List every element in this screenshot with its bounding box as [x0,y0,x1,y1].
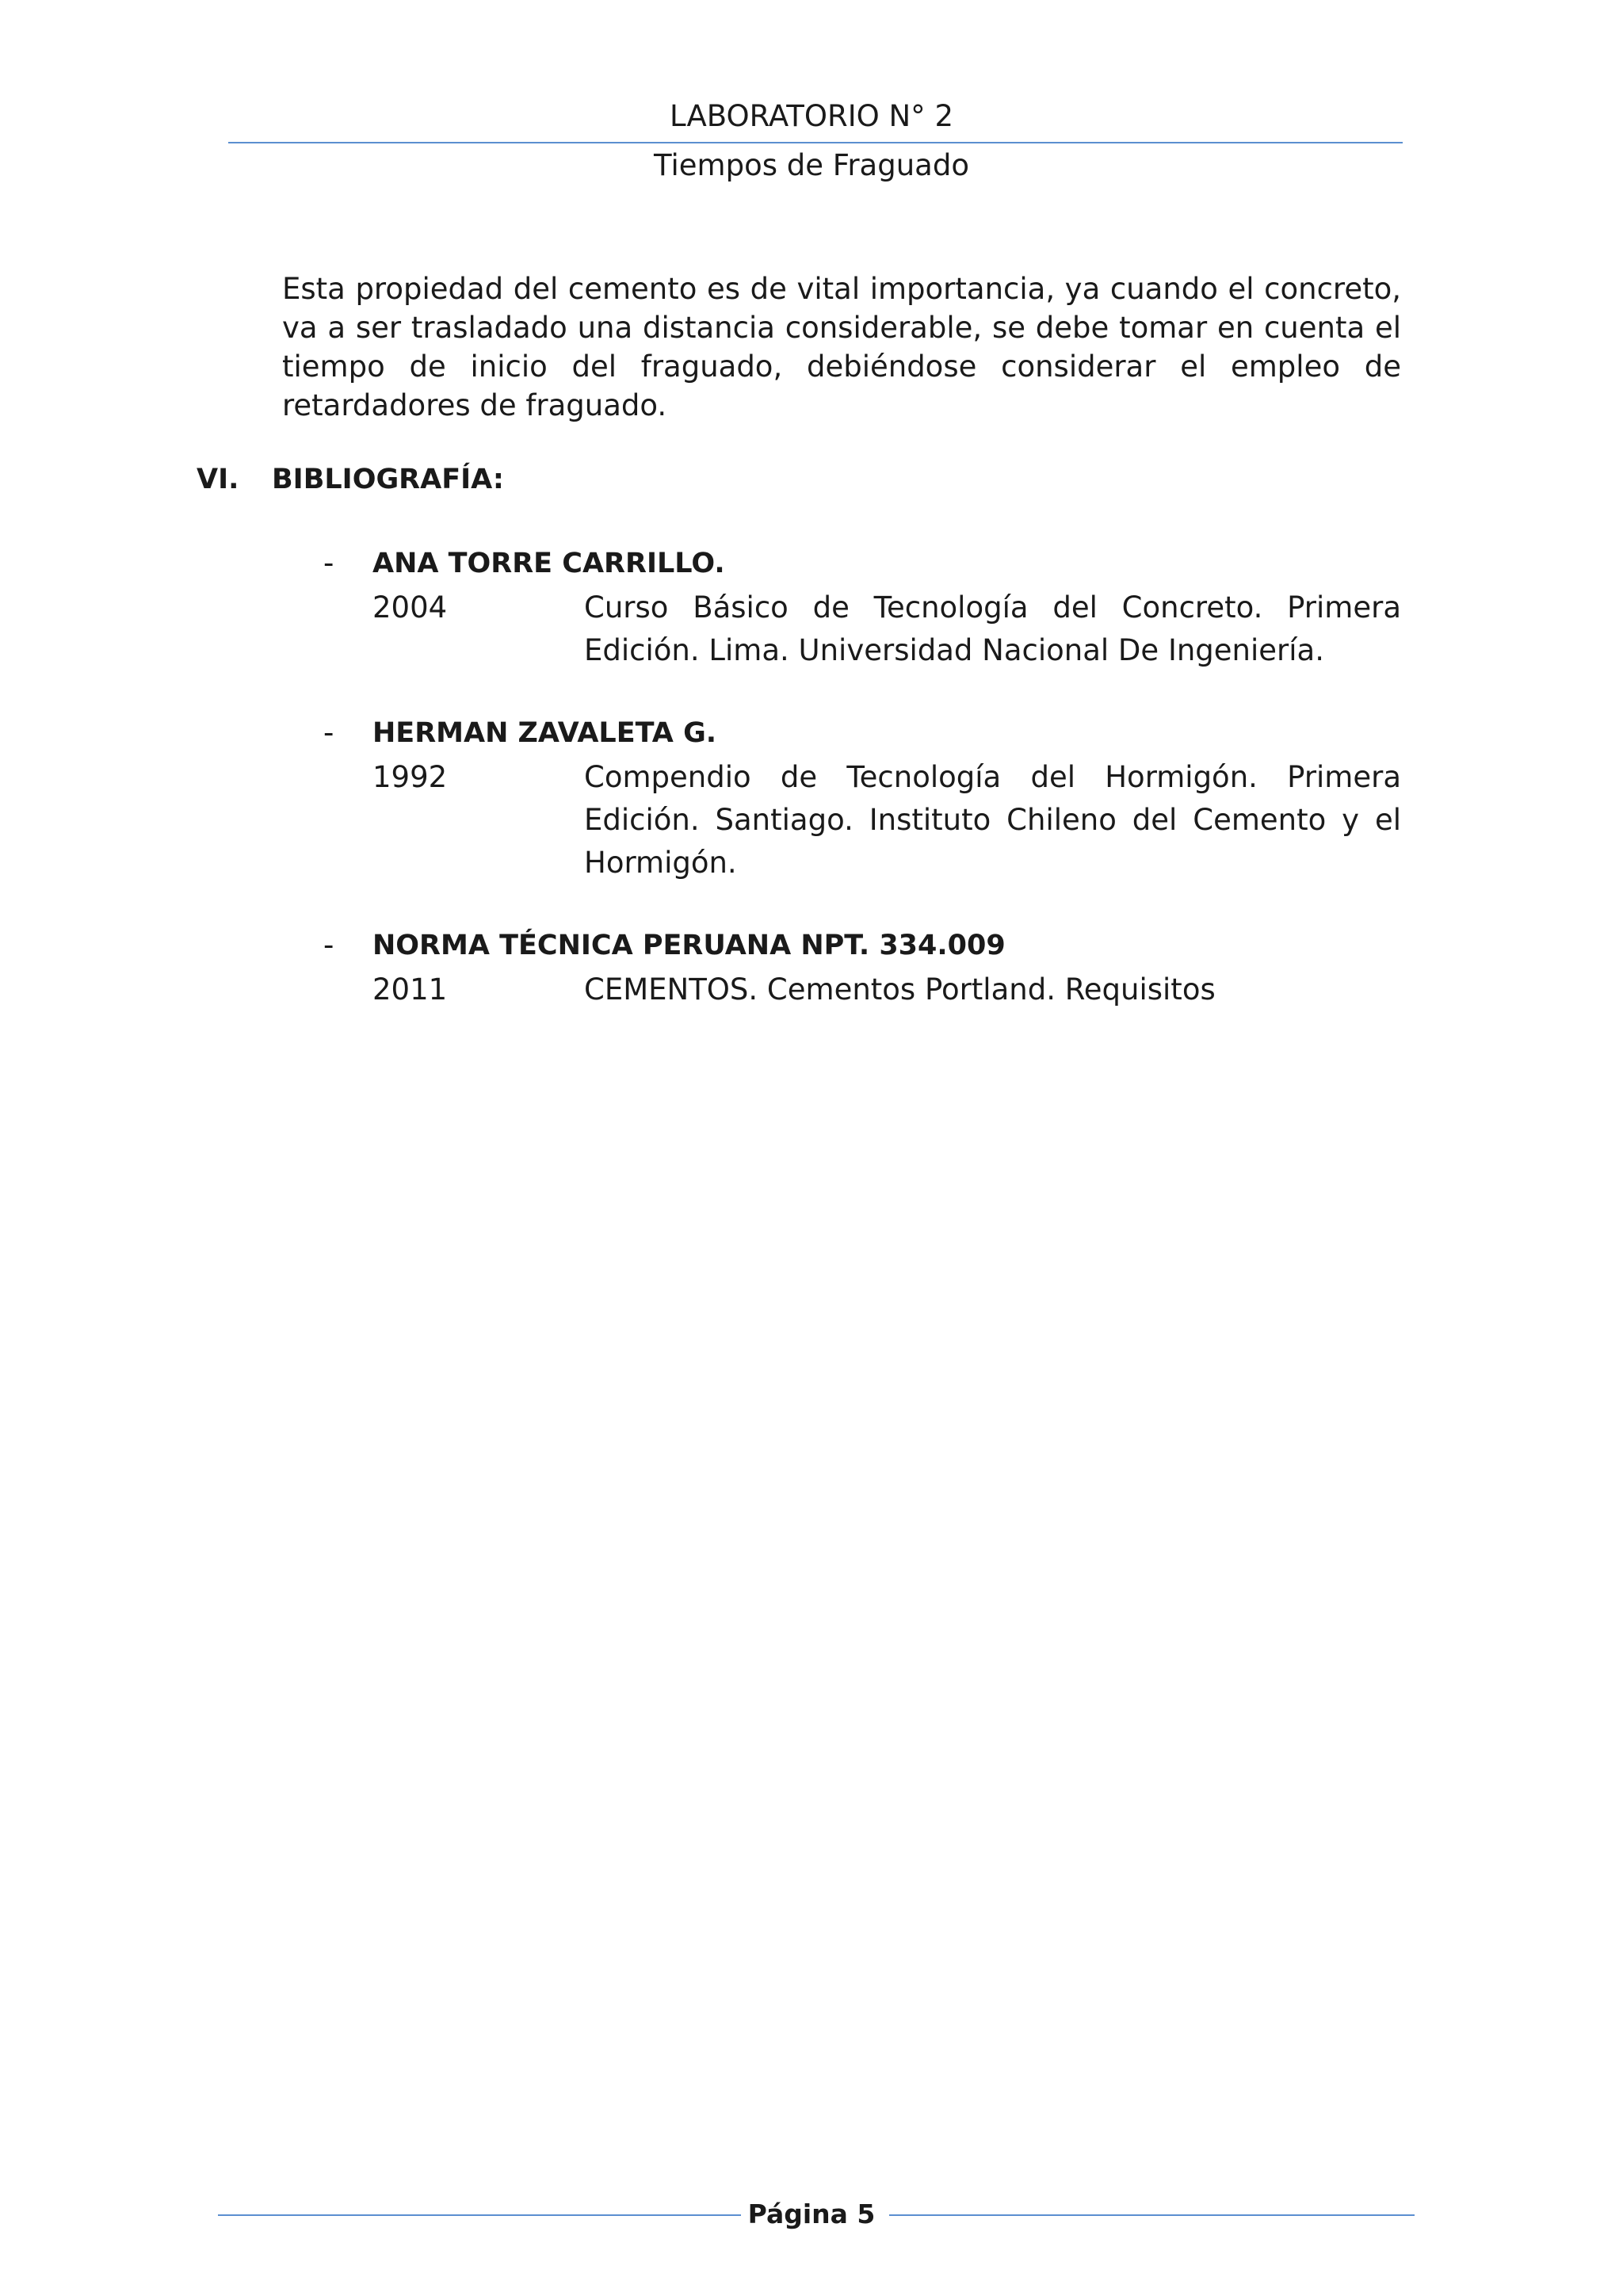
reference-author: ANA TORRE CARRILLO. [372,548,725,579]
section-title: BIBLIOGRAFÍA: [272,464,504,495]
reference-author: HERMAN ZAVALETA G. [372,717,717,749]
header-divider [228,142,1403,143]
reference-year: 2004 [372,590,448,625]
reference-author: NORMA TÉCNICA PERUANA NPT. 334.009 [372,930,1006,961]
reference-description: Compendio de Tecnología del Hormigón. Primera Edición. Santiago. Instituto Chileno del Cemento y el Hormigón. [584,760,1401,880]
reference-dash: - [323,716,334,750]
reference-description: Curso Básico de Tecnología del Concreto. Primera Edición. Lima. Universidad Nacional De Ingeniería. [584,590,1401,667]
reference-year: 2011 [372,972,448,1007]
header-title: LABORATORIO N° 2 [670,99,953,133]
reference-year: 1992 [372,760,448,794]
footer-divider-right [889,2214,1415,2216]
header-subtitle: Tiempos de Fraguado [654,148,969,182]
reference-description: CEMENTOS. Cementos Portland. Requisitos [584,972,1216,1007]
section-number: VI. [197,464,239,495]
body-paragraph: Esta propiedad del cemento es de vital importancia, ya cuando el concreto, va a ser trasladado una distancia considerable, se debe tomar en cuenta el tiempo de inicio del fraguado, debiéndose considerar el empleo de retardadores de fraguado. [282,272,1401,422]
page-number: Página 5 [747,2199,876,2229]
reference-dash: - [323,546,334,580]
reference-dash: - [323,928,334,962]
